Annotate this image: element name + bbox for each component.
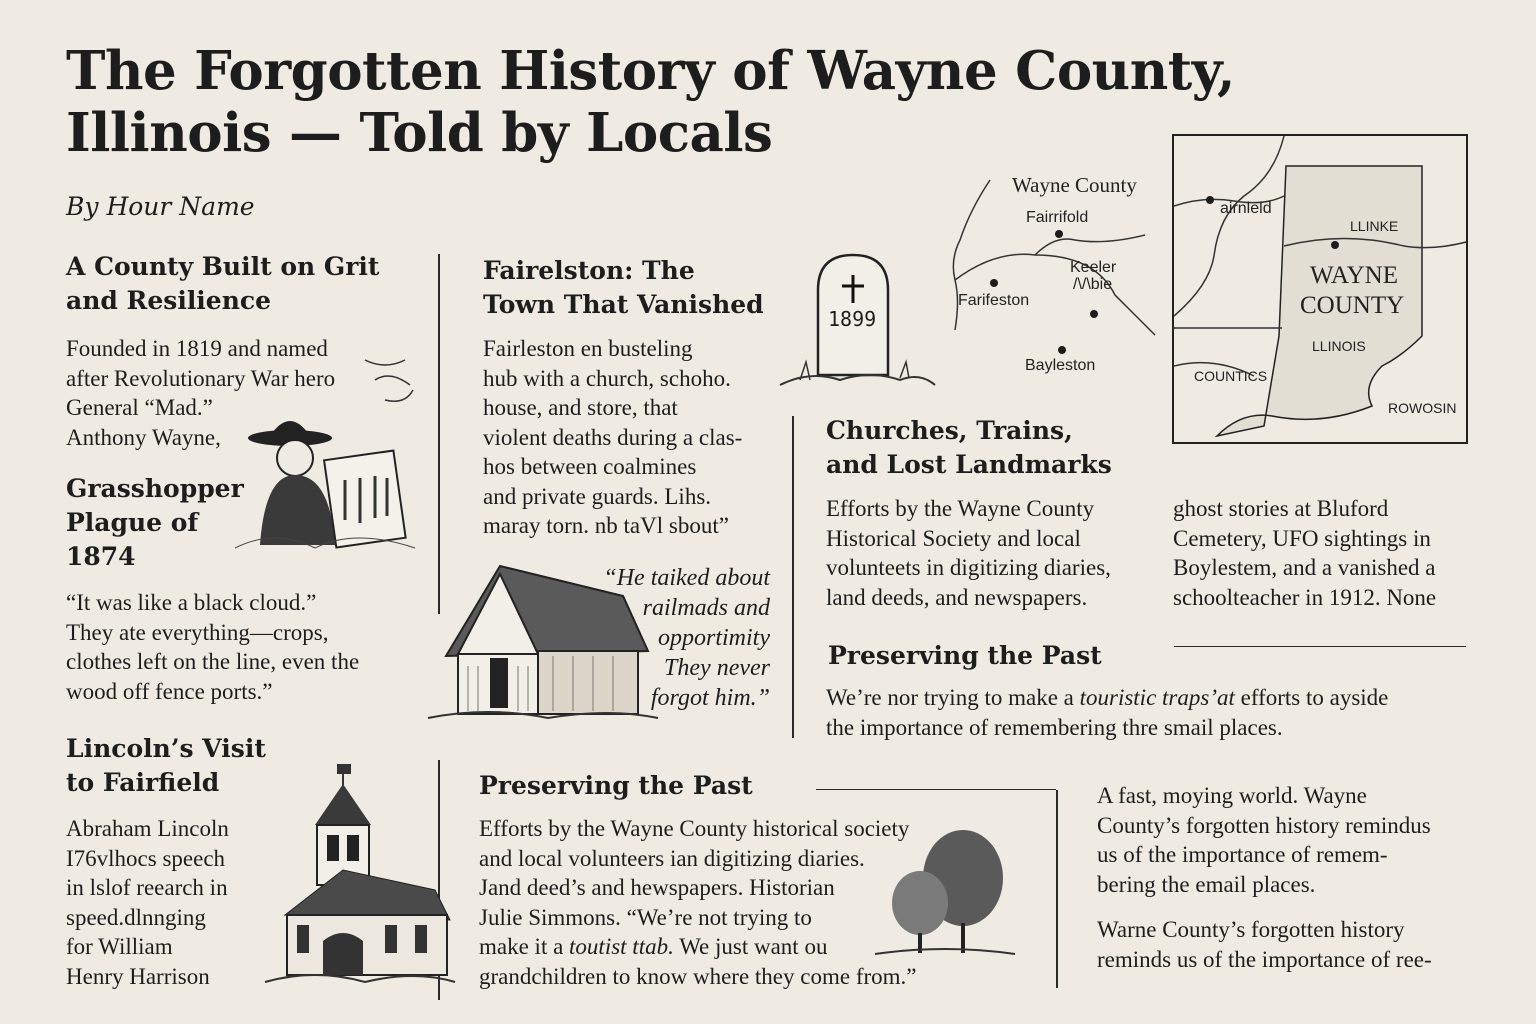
quote-line: They never [664, 655, 770, 681]
body-line: ghost stories at Bluford [1173, 496, 1389, 521]
schoolhouse-illustration [428, 556, 658, 726]
map-town-label: Fairrifold [1026, 209, 1089, 226]
man-with-map-illustration [235, 340, 435, 550]
body-line: Efforts by the Wayne County [826, 496, 1095, 521]
section-lincoln [66, 732, 286, 991]
tombstone-year: 1899 [828, 307, 877, 331]
map-town-label: Farifeston [958, 292, 1030, 309]
map-town-marker [990, 279, 998, 287]
body-line: house, and store, that [483, 395, 678, 420]
body-line: and local volunteers ian digitizing diaries. [479, 845, 865, 871]
section-body-grasshopper [66, 588, 436, 706]
body-line: schoolteacher in 1912. None [1173, 584, 1437, 610]
map-town-label: Keeler [1070, 259, 1117, 276]
church-illustration [265, 760, 455, 995]
body-line: hos between coalmines [483, 454, 697, 479]
body-line: They ate everything—crops, [66, 619, 329, 645]
body-line: “It was like a black cloud.” [66, 590, 317, 615]
body-line: clothes left on the line, even the [66, 649, 360, 674]
title-line-2: Illinois — Told by Locals [66, 102, 773, 164]
body-line: Historical Society and local [826, 525, 1081, 551]
body-line: violent deaths during a clas- [483, 424, 743, 450]
section-body-fairelston [483, 334, 783, 541]
section-heading-preserving-top: Preserving the Past [828, 641, 1102, 670]
hrule-2 [816, 789, 1056, 790]
body-line: A fast, moying world. Wayne [1097, 783, 1367, 808]
map-label-county: COUNTY [1300, 292, 1405, 319]
body-line: Boylestem, and a vanished a [1173, 555, 1436, 580]
hrule-1 [1174, 646, 1466, 647]
body-line: Founded in 1819 and named [66, 336, 328, 361]
body-line: Cemetery, UFO sightings in [1173, 525, 1431, 551]
body-line: hub with a church, schoho. [483, 365, 731, 391]
body-line: volunteets in digitizing diaries, [826, 555, 1111, 580]
body-line: maray torn. nb taVl sbout” [483, 513, 729, 538]
section-heading-fairelston [483, 254, 783, 322]
title-line-1: The Forgotten History of Wayne County, [66, 40, 1235, 102]
body-line: Fairleston en busteling [483, 336, 693, 361]
section-heading-preserving-bottom: Preserving the Past [479, 771, 753, 800]
heading-line: 1874 [66, 542, 136, 571]
map-town-marker [1058, 346, 1066, 354]
closing-paragraph-1 [1097, 781, 1517, 899]
body-line: efforts to ayside [1240, 685, 1389, 710]
map-label: COUNTICS [1194, 368, 1268, 384]
section-heading-grit [66, 250, 396, 318]
map-label: airnleld [1220, 200, 1272, 217]
section-heading-lincoln [66, 732, 286, 800]
heading-line: Town That Vanished [483, 290, 764, 319]
map-label: ROWOSIN [1388, 400, 1457, 416]
trees-illustration [875, 828, 1015, 958]
body-line: land deeds, and newspapers. [826, 584, 1088, 610]
body-italic: touristic traps’at [1079, 685, 1235, 710]
section-body-churches-left [826, 494, 1156, 612]
body-line: General “Mad.” [66, 395, 213, 420]
body-line: in lslof reearch in [66, 875, 228, 900]
body-line: Julie Simmons. “We’re not trying to [479, 904, 812, 930]
map-town-marker [1206, 196, 1214, 204]
body-line: for William [66, 934, 173, 959]
quote-line: railmads and [642, 595, 770, 621]
heading-line: Churches, Trains, [826, 416, 1073, 445]
county-map [1172, 134, 1468, 444]
map-town-label: Bayleston [1025, 357, 1096, 374]
body-line: We’re nor trying to make a [826, 685, 1074, 710]
quote-line: forgot him.” [650, 685, 770, 711]
body-line: make it a [479, 934, 564, 959]
heading-line: A County Built on Grit [66, 252, 380, 281]
section-body-lincoln [66, 814, 286, 991]
small-map-title: Wayne County [1012, 173, 1137, 197]
body-line: County’s forgotten history remindus [1097, 812, 1431, 838]
byline: By Hour Name [66, 192, 255, 221]
map-label: LLINOIS [1312, 338, 1366, 354]
map-label-wayne: WAYNE [1310, 262, 1398, 289]
map-town-marker [1055, 230, 1063, 238]
section-body-preserving-top [826, 683, 1486, 742]
map-town-label: /\/\bie [1073, 276, 1113, 293]
body-line: Jand deed’s and hewspapers. Historian [479, 875, 835, 900]
heading-line: to Fairfield [66, 768, 220, 797]
heading-line: Fairelston: The [483, 256, 695, 285]
body-line: bering the email places. [1097, 871, 1316, 897]
small-map-lines [925, 180, 1165, 360]
county-map-lines [1174, 136, 1468, 444]
map-label: LLINKE [1350, 218, 1399, 234]
column-rule-4 [1056, 790, 1058, 988]
body-line: We just want ou [679, 934, 828, 959]
section-fairelston [483, 254, 783, 541]
body-italic: toutist ttab. [569, 934, 674, 959]
body-line: after Revolutionary War hero [66, 365, 336, 391]
map-town-marker [1090, 310, 1098, 318]
body-line: us of the importance of remem- [1097, 842, 1388, 867]
heading-line: Plague of [66, 508, 199, 537]
body-line: the importance of remembering thre smail places. [826, 714, 1283, 740]
quote-line: “He taiked about [603, 565, 770, 591]
map-town-marker [1331, 241, 1339, 249]
body-line: Warne County’s forgotten history [1097, 917, 1405, 942]
body-line: Anthony Wayne, [66, 424, 221, 450]
heading-line: Lincoln’s Visit [66, 734, 266, 763]
heading-line: and Lost Landmarks [826, 450, 1112, 479]
body-line: speed.dlnnging [66, 904, 206, 930]
body-line: Henry Harrison [66, 963, 210, 989]
column-rule-3 [792, 416, 794, 738]
body-line: grandchildren to know where they come from.” [479, 963, 917, 989]
quote-line: opportimity [658, 625, 770, 651]
body-line: Abraham Lincoln [66, 816, 229, 841]
heading-line: Grasshopper [66, 474, 244, 503]
body-line: Efforts by the Wayne County historical society [479, 816, 910, 841]
section-body-churches-right [1173, 494, 1493, 612]
body-line: wood off fence ports.” [66, 678, 273, 704]
heading-line: and Resilience [66, 286, 272, 315]
body-line: reminds us of the importance of ree- [1097, 946, 1432, 972]
body-line: I76vlhocs speech [66, 845, 226, 871]
closing-paragraph-2 [1097, 915, 1517, 974]
body-line: and private guards. Lihs. [483, 483, 712, 509]
